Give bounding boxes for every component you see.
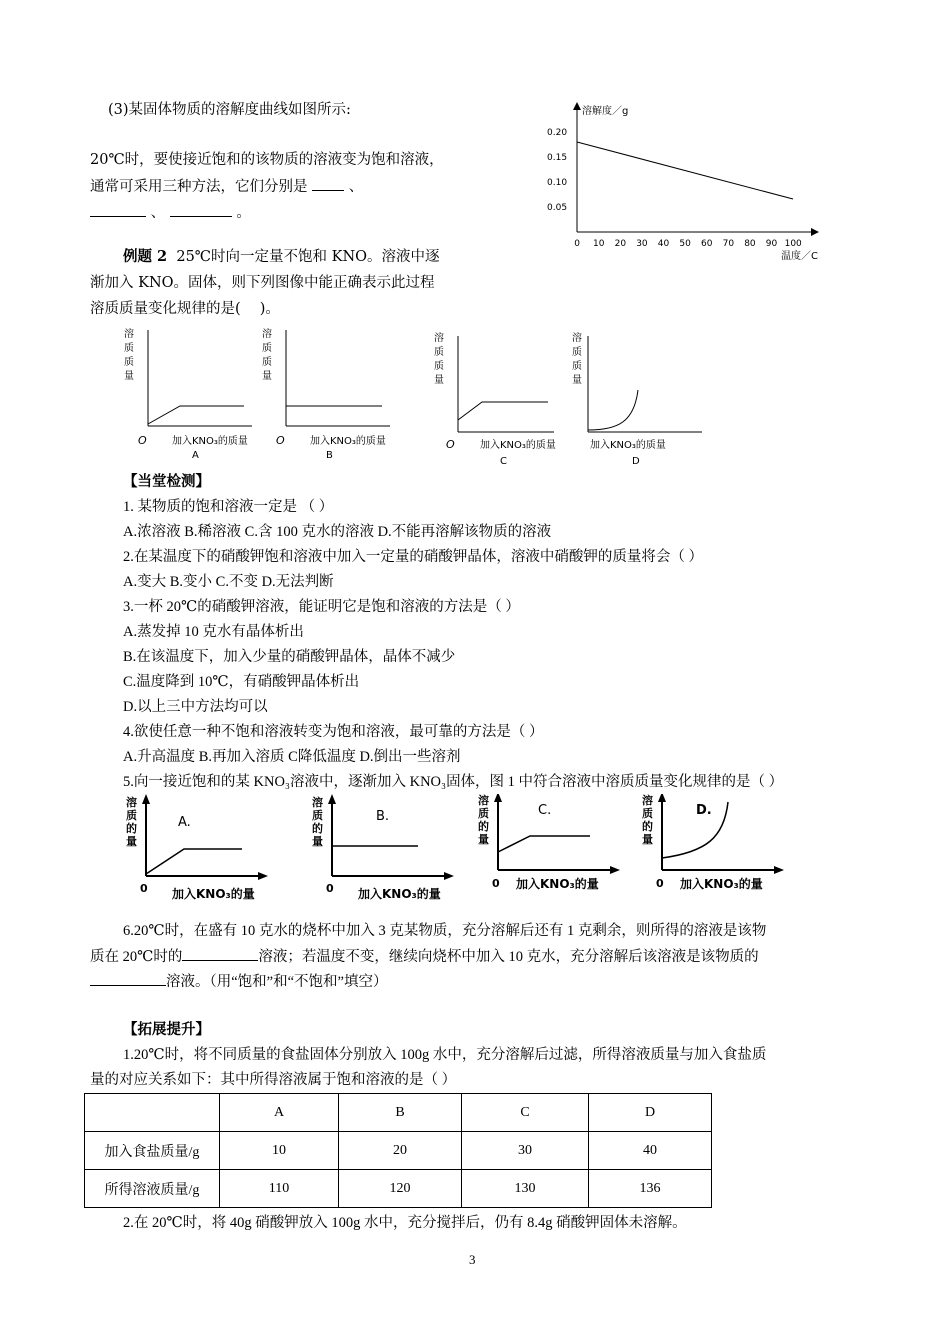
test-line-7: B.在该温度下，加入少量的硝酸钾晶体，晶体不减少 xyxy=(123,649,456,665)
graph-c-origin: O xyxy=(446,438,455,451)
q3-line4 xyxy=(90,202,251,223)
table-cell: 所得溶液质量/g xyxy=(85,1170,220,1208)
sol-y-tick-label: 0.05 xyxy=(547,203,568,213)
test-line-5: 3.一杯 20℃的硝酸钾溶液，能证明它是饱和溶液的方法是（ ） xyxy=(123,599,520,615)
q6-line2b: 溶液；若温度不变，继续向烧杯中加入 10 克水，充分溶解后该溶液是该物质的 xyxy=(258,949,759,965)
test-line-9: D.以上三中方法均可以 xyxy=(123,699,268,715)
table-header-row xyxy=(85,1094,712,1132)
test-line-8: C.温度降到 10℃，有硝酸钾晶体析出 xyxy=(123,674,360,690)
sol-xlabel: 温度／C xyxy=(781,251,818,262)
extend-line2: 量的对应关系如下：其中所得溶液属于饱和溶液的是（ ） xyxy=(90,1072,457,1088)
q5-d-xlabel: 加入KNO₃的量 xyxy=(680,877,763,891)
graph-c xyxy=(434,331,556,467)
test-line-4: A.变大 B.变小 C.不变 D.无法判断 xyxy=(123,574,334,590)
example2-line3: 溶质质量变化规律的是( )。 xyxy=(90,301,280,317)
q3-blank-1[interactable] xyxy=(312,176,344,191)
graph-c-ylabel-2: 质 xyxy=(434,347,444,358)
q6-blank-1[interactable] xyxy=(182,946,258,961)
test-line-2: A.浓溶液 B.稀溶液 C.含 100 克水的溶液 D.不能再溶解该物质的溶液 xyxy=(123,524,552,540)
q5-c-ylabel-2: 质 xyxy=(478,807,489,820)
q5-d-ylabel-2: 质 xyxy=(642,807,653,820)
graph-a-ylabel-3: 质 xyxy=(124,357,134,368)
solubility-chart xyxy=(535,100,835,270)
q6-line3 xyxy=(90,971,388,992)
q5-c-origin: 0 xyxy=(492,877,500,890)
graph-d-xlabel: 加入KNO₃的质量 xyxy=(590,440,666,451)
graph-c-ylabel-1: 溶 xyxy=(434,333,444,344)
q5-b-ylabel-4: 量 xyxy=(312,835,323,848)
table-row xyxy=(85,1170,712,1208)
test-line-12: 5.向一接近饱和的某 KNO₃溶液中，逐渐加入 KNO₃固体，图 1 中符合溶液中溶质质量变化规律的是（ ） xyxy=(123,774,784,790)
q5-c-ylabel-4: 量 xyxy=(478,833,489,846)
graph-a-origin: O xyxy=(138,434,147,447)
table-cell: 加入食盐质量/g xyxy=(85,1132,220,1170)
table-header-cell: B xyxy=(339,1094,462,1132)
q5-graph-d xyxy=(642,794,784,891)
table-cell: 20 xyxy=(339,1132,462,1170)
q3-blank-3[interactable] xyxy=(170,202,232,217)
sol-y-tick-label: 0.15 xyxy=(547,153,568,163)
sol-x-tick-label: 40 xyxy=(657,239,670,249)
sol-x-tick-label: 70 xyxy=(722,239,735,249)
graph-d-ylabel-2: 质 xyxy=(572,347,582,358)
example2-graphs xyxy=(120,322,720,470)
salt-table xyxy=(84,1093,712,1208)
table-cell: 10 xyxy=(220,1132,339,1170)
graph-c-letter: C xyxy=(500,456,507,467)
graph-d-ylabel-4: 量 xyxy=(572,375,582,386)
q5-a-ylabel-2: 质 xyxy=(126,809,137,822)
table-header-cell: D xyxy=(589,1094,712,1132)
example2-line1 xyxy=(123,247,440,267)
sol-y-tick-label: 0.10 xyxy=(547,178,568,188)
q5-d-ylabel-4: 量 xyxy=(642,833,653,846)
q5-a-ylabel-1: 溶 xyxy=(126,796,137,809)
sol-y-arrow xyxy=(573,102,581,110)
graph-a xyxy=(124,327,252,461)
q5-graphs xyxy=(120,794,800,904)
extend-heading: 【拓展提升】 xyxy=(123,1021,210,1038)
example2-label: 例题 2 xyxy=(123,248,168,265)
test-line-3: 2.在某温度下的硝酸钾饱和溶液中加入一定量的硝酸钾晶体，溶液中硝酸钾的质量将会（ ） xyxy=(123,549,703,565)
sol-x-tick-label: 60 xyxy=(701,239,713,249)
q5-c-xlabel: 加入KNO₃的量 xyxy=(516,877,599,891)
q5-c-letter: C. xyxy=(538,803,552,818)
q5-a-origin: 0 xyxy=(140,882,148,895)
example2-text1: 25℃时向一定量不饱和 KNO。溶液中逐 xyxy=(176,249,440,265)
table-cell: 130 xyxy=(462,1170,589,1208)
q5-graph-b xyxy=(312,794,454,901)
q3-line3 xyxy=(90,176,363,197)
q6-line2a: 质在 20℃时的 xyxy=(90,949,183,965)
table-cell: 120 xyxy=(339,1170,462,1208)
sol-x-tick-label: 30 xyxy=(636,239,648,249)
graph-b xyxy=(262,327,390,461)
graph-c-ylabel-3: 质 xyxy=(434,361,444,372)
q5-b-ylabel-2: 质 xyxy=(312,809,323,822)
graph-c-xlabel: 加入KNO₃的质量 xyxy=(480,440,556,451)
q3-end: 。 xyxy=(236,205,251,221)
q5-d-ylabel-1: 溶 xyxy=(642,794,653,807)
table-cell: 40 xyxy=(589,1132,712,1170)
sol-x-tick-label: 0 xyxy=(574,239,580,249)
graph-b-ylabel-2: 质 xyxy=(262,343,272,354)
q5-c-ylabel-3: 的 xyxy=(478,820,489,833)
table-cell: 110 xyxy=(220,1170,339,1208)
q5-b-xlabel: 加入KNO₃的量 xyxy=(358,887,441,901)
sol-x-tick-label: 100 xyxy=(784,239,802,249)
sol-y-tick-label: 0.20 xyxy=(547,128,568,138)
graph-a-ylabel-1: 溶 xyxy=(124,329,134,340)
table-header-cell: C xyxy=(462,1094,589,1132)
sol-ylabel: 溶解度／g xyxy=(582,106,629,117)
q5-b-letter: B. xyxy=(376,809,390,824)
sol-x-tick-label: 80 xyxy=(744,239,756,249)
example2-line2: 渐加入 KNO。固体，则下列图像中能正确表示此过程 xyxy=(90,275,435,291)
graph-a-xlabel: 加入KNO₃的质量 xyxy=(172,436,248,447)
graph-a-letter: A xyxy=(192,450,199,461)
q3-sep-1: 、 xyxy=(348,179,364,195)
graph-a-ylabel-2: 质 xyxy=(124,343,134,354)
q3-line2: 20℃时，要使接近饱和的该物质的溶液变为饱和溶液， xyxy=(90,152,444,168)
q5-b-origin: 0 xyxy=(326,882,334,895)
graph-b-origin: O xyxy=(276,434,285,447)
graph-b-ylabel-1: 溶 xyxy=(262,329,272,340)
q6-line1: 6.20℃时，在盛有 10 克水的烧杯中加入 3 克某物质，充分溶解后还有 1 克剩余，则所得的溶液是该物 xyxy=(123,923,767,939)
q5-a-xlabel: 加入KNO₃的量 xyxy=(172,887,255,901)
sol-x-tick-label: 90 xyxy=(765,239,778,249)
q6-line2 xyxy=(90,946,759,967)
q3-line1: (3)某固体物质的溶解度曲线如图所示: xyxy=(108,102,351,118)
q3-blank-2[interactable] xyxy=(90,202,146,217)
q5-b-ylabel-3: 的 xyxy=(312,822,323,835)
graph-c-ylabel-4: 量 xyxy=(434,375,444,386)
graph-d xyxy=(572,331,702,467)
q5-c-ylabel-1: 溶 xyxy=(478,794,489,807)
sol-series-line xyxy=(577,142,793,199)
graph-b-ylabel-3: 质 xyxy=(262,357,272,368)
table-cell: 136 xyxy=(589,1170,712,1208)
sol-x-tick-label: 10 xyxy=(593,239,605,249)
q5-a-ylabel-3: 的 xyxy=(126,822,137,835)
q5-a-ylabel-4: 量 xyxy=(126,835,137,848)
graph-b-xlabel: 加入KNO₃的质量 xyxy=(310,436,386,447)
graph-d-ylabel-3: 质 xyxy=(572,361,582,372)
q5-b-ylabel-1: 溶 xyxy=(312,796,323,809)
sol-x-arrow xyxy=(811,228,819,236)
q5-a-letter: A. xyxy=(178,815,191,830)
q3-line3-text: 通常可采用三种方法，它们分别是 xyxy=(90,179,308,195)
test-line-1: 1. 某物质的饱和溶液一定是 （ ） xyxy=(123,499,334,515)
sol-x-tick-label: 50 xyxy=(679,239,691,249)
graph-d-letter: D xyxy=(632,456,640,467)
q5-d-letter: D. xyxy=(696,803,712,818)
test-line-6: A.蒸发掉 10 克水有晶体析出 xyxy=(123,624,304,640)
page-number: 3 xyxy=(469,1252,476,1267)
q5-d-origin: 0 xyxy=(656,877,664,890)
table-row xyxy=(85,1132,712,1170)
q6-blank-2[interactable] xyxy=(90,971,166,986)
graph-d-ylabel-1: 溶 xyxy=(572,333,582,344)
table-cell: 30 xyxy=(462,1132,589,1170)
extend-line3: 2.在 20℃时，将 40g 硝酸钾放入 100g 水中，充分搅拌后，仍有 8.4g 硝酸钾固体未溶解。 xyxy=(123,1215,687,1231)
table-header-cell xyxy=(85,1094,220,1132)
q5-graph-a xyxy=(126,794,268,901)
test-line-11: A.升高温度 B.再加入溶质 C降低温度 D.倒出一些溶剂 xyxy=(123,749,461,765)
q6-line3b: 溶液。（用“饱和”和“不饱和”填空） xyxy=(166,974,388,990)
table-header-cell: A xyxy=(220,1094,339,1132)
q3-sep-2: 、 xyxy=(150,205,166,221)
test-line-10: 4.欲使任意一种不饱和溶液转变为饱和溶液，最可靠的方法是（ ） xyxy=(123,724,544,740)
graph-b-letter: B xyxy=(326,450,333,461)
q5-d-ylabel-3: 的 xyxy=(642,820,653,833)
extend-line1: 1.20℃时，将不同质量的食盐固体分别放入 100g 水中，充分溶解后过滤，所得溶液质量与加入食盐质 xyxy=(123,1047,767,1063)
test-heading: 【当堂检测】 xyxy=(123,473,210,490)
graph-b-ylabel-4: 量 xyxy=(262,371,272,382)
q5-graph-c xyxy=(478,794,620,891)
sol-x-tick-label: 20 xyxy=(614,239,627,249)
graph-a-ylabel-4: 量 xyxy=(124,371,134,382)
